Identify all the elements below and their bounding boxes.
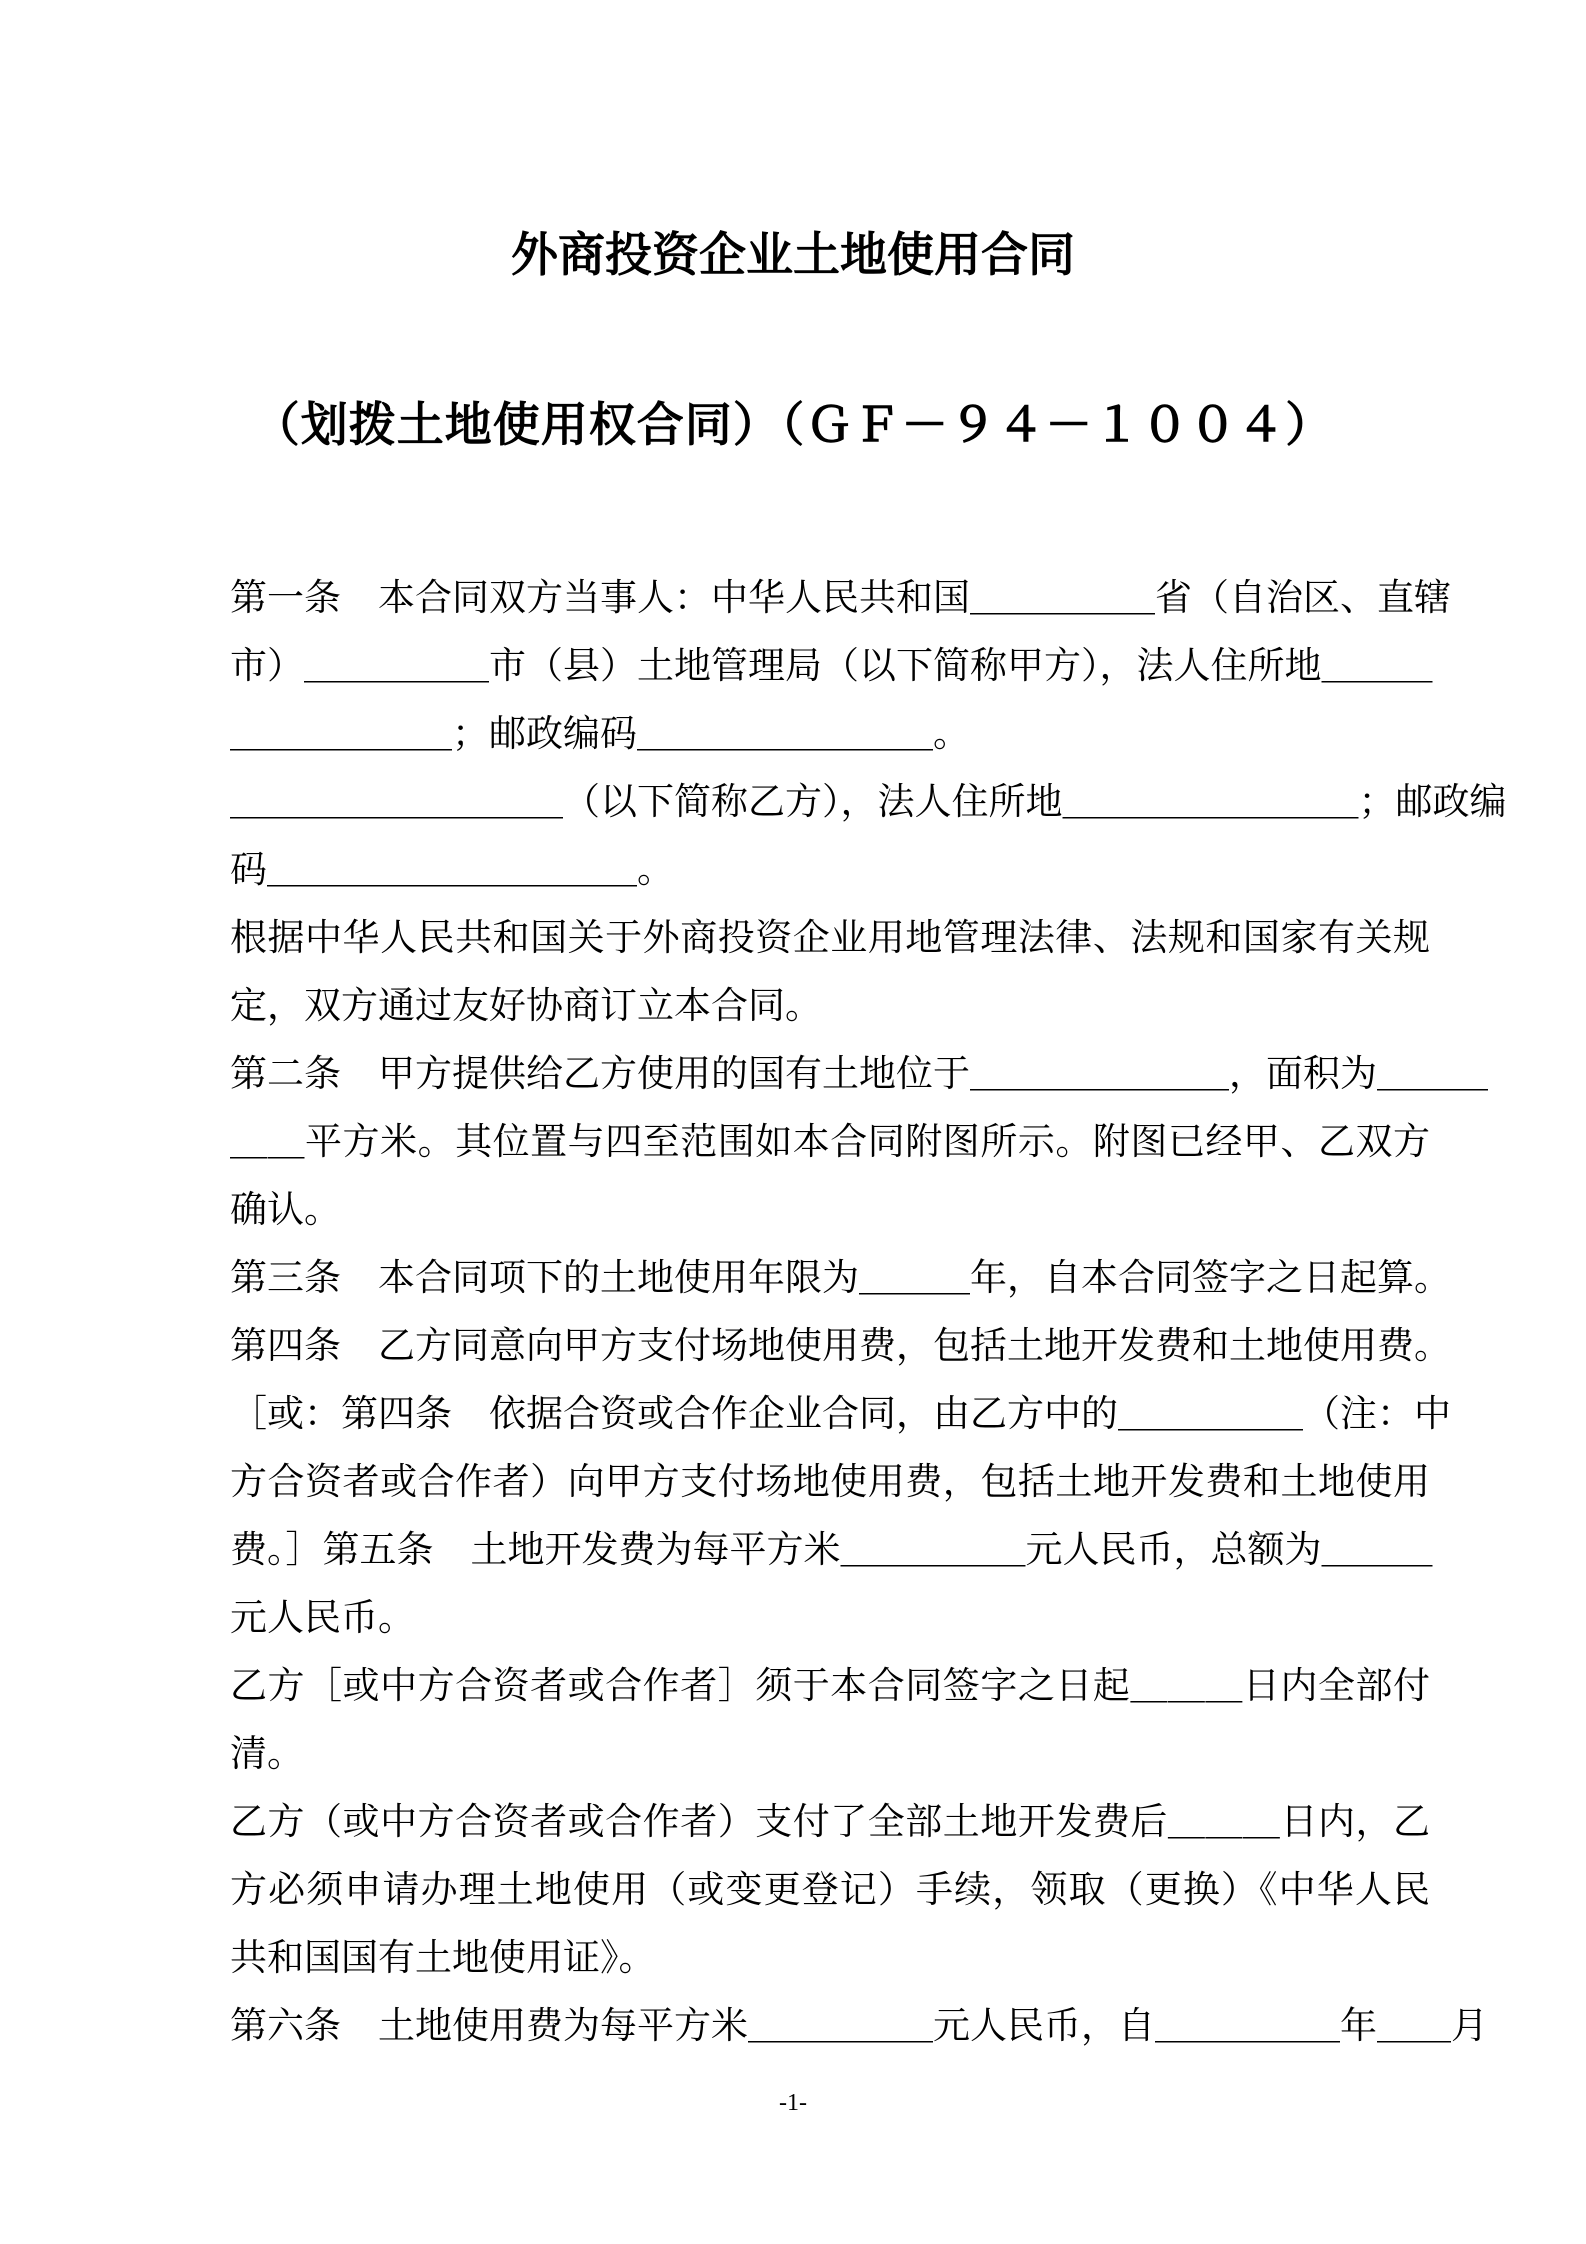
text-line: 码＿＿＿＿＿＿＿＿＿＿。	[230, 848, 674, 891]
text-line: 第四条 乙方同意向甲方支付场地使用费，包括土地开发费和土地使用费。	[230, 1324, 1451, 1367]
text-line: 第二条 甲方提供给乙方使用的国有土地位于＿＿＿＿＿＿＿，面积为＿＿＿	[230, 1052, 1488, 1095]
text-line: 方必须申请办理土地使用（或变更登记）手续，领取（更换）《中华人民	[230, 1868, 1430, 1911]
text-line: 第三条 本合同项下的土地使用年限为＿＿＿年，自本合同签字之日起算。	[230, 1256, 1451, 1299]
text-line: ＿＿平方米。其位置与四至范围如本合同附图所示。附图已经甲、乙双方	[230, 1120, 1430, 1163]
text-line: ＿＿＿＿＿＿＿＿＿（以下简称乙方），法人住所地＿＿＿＿＿＿＿＿；邮政编	[230, 780, 1507, 823]
document-subtitle: （划拨土地使用权合同）（ＧＦ－９４－１００４）	[252, 398, 1334, 453]
text-line: 第六条 土地使用费为每平方米＿＿＿＿＿元人民币，自＿＿＿＿＿年＿＿月	[230, 2004, 1488, 2047]
text-line: ＿＿＿＿＿＿；邮政编码＿＿＿＿＿＿＿＿。	[230, 712, 970, 755]
text-line: 清。	[230, 1732, 304, 1775]
document-title: 外商投资企业土地使用合同	[511, 228, 1075, 283]
text-line: 乙方［或中方合资者或合作者］须于本合同签字之日起＿＿＿日内全部付	[230, 1664, 1430, 1707]
page-number: -1-	[779, 2090, 807, 2116]
text-line: 市）＿＿＿＿＿市（县）土地管理局（以下简称甲方），法人住所地＿＿＿	[230, 644, 1433, 687]
text-line: 方合资者或合作者）向甲方支付场地使用费，包括土地开发费和土地使用	[230, 1460, 1430, 1503]
text-line: 乙方（或中方合资者或合作者）支付了全部土地开发费后＿＿＿日内，乙	[230, 1800, 1430, 1843]
text-line: ［或：第四条 依据合资或合作企业合同，由乙方中的＿＿＿＿＿（注：中	[230, 1392, 1451, 1435]
text-line: 共和国国有土地使用证》。	[230, 1936, 656, 1979]
text-line: 第一条 本合同双方当事人：中华人民共和国＿＿＿＿＿省（自治区、直辖	[230, 576, 1451, 619]
text-line: 费。］第五条 土地开发费为每平方米＿＿＿＿＿元人民币，总额为＿＿＿	[230, 1528, 1433, 1571]
text-line: 根据中华人民共和国关于外商投资企业用地管理法律、法规和国家有关规	[230, 916, 1430, 959]
text-line: 确认。	[230, 1188, 341, 1231]
text-line: 定，双方通过友好协商订立本合同。	[230, 984, 822, 1027]
text-line: 元人民币。	[230, 1596, 415, 1639]
